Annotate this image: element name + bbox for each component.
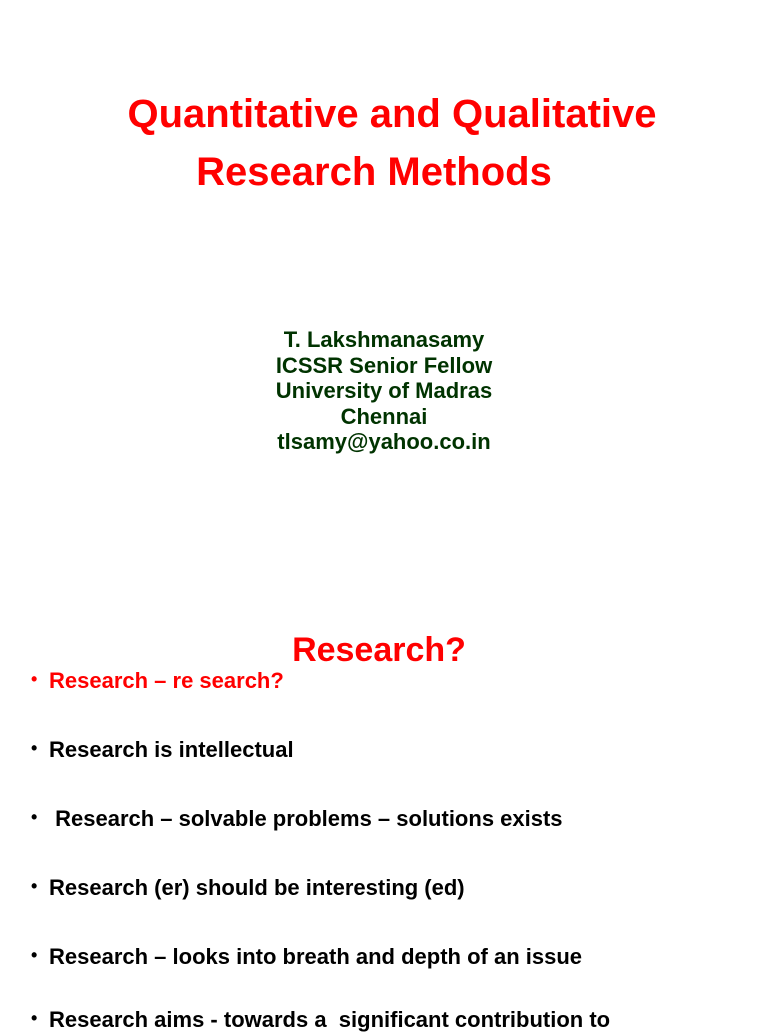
bullet-icon: •: [31, 738, 38, 758]
author-city: Chennai: [340, 403, 428, 429]
bullet-item: [31, 941, 761, 971]
bullet-text: Research is intellectual: [49, 737, 294, 762]
bullet-item: [31, 1004, 761, 1034]
author-block: [0, 327, 768, 455]
bullet-item: [31, 803, 761, 833]
bullet-item: [31, 734, 761, 764]
author-name: T. Lakshmanasamy: [283, 327, 485, 352]
bullet-item: [31, 872, 761, 902]
bullet-icon: •: [31, 669, 38, 689]
slide-title-line-2: Research Methods: [196, 150, 552, 194]
bullet-icon: •: [31, 807, 38, 827]
author-email: tlsamy@yahoo.co.in: [277, 429, 491, 454]
bullet-icon: •: [31, 1008, 38, 1028]
bullet-icon: •: [31, 876, 38, 896]
bullet-text: Research aims - towards a significant contribution to: [49, 1007, 611, 1032]
bullet-text: Research – re search?: [49, 668, 284, 693]
bullet-text: Research (er) should be interesting (ed): [49, 875, 465, 900]
bullet-text: Research – solvable problems – solutions exists: [49, 806, 563, 831]
bullet-icon: •: [31, 945, 38, 965]
bullet-text: Research – looks into breath and depth of an issue: [49, 944, 583, 969]
slide-title-line-1: Quantitative and Qualitative: [127, 92, 657, 136]
bullet-item: [31, 665, 761, 695]
author-position: ICSSR Senior Fellow: [275, 352, 493, 378]
author-institution: University of Madras: [275, 378, 493, 403]
research-slide-title: Research?: [292, 631, 466, 670]
